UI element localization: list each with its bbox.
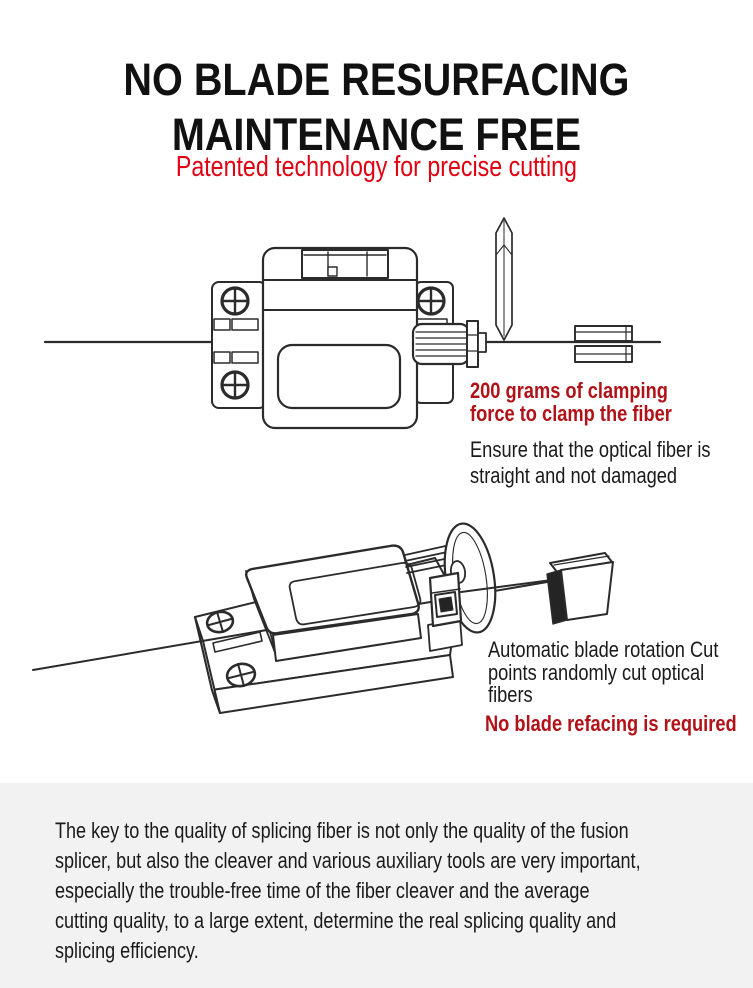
clamping-note-line1: Ensure that the optical fiber is [470,437,711,462]
fiber-holder [575,326,632,362]
blade-icon [496,218,512,340]
rotation-note-line2: points randomly cut optical [488,659,705,685]
screw-icon [222,288,248,314]
footer-paragraph-line2: splicer, but also the cleaver and various auxiliary tools are very important, [55,848,641,873]
clamping-note-line2: straight and not damaged [470,463,678,488]
page-title-line2: MAINTENANCE FREE [171,109,582,160]
rotation-note-text [488,639,718,707]
left-mount-plate [212,282,266,408]
fiber-holder [547,553,613,624]
screw-icon [222,372,248,398]
rotation-note-line3: fibers [488,682,533,707]
footer-paragraph [55,816,641,966]
clamping-note-text [470,437,711,489]
footer-paragraph-line4: cutting quality, to a large extent, determine the real splicing quality and [55,908,617,933]
footer-paragraph-line3: especially the trouble-free time of the fiber cleaver and the average [55,878,590,903]
footer-paragraph-line1: The key to the quality of splicing fiber is not only the quality of the fusion [55,818,629,843]
page-title [45,52,708,162]
clamping-highlight-text [470,379,672,425]
page-title-line1: NO BLADE RESURFACING [123,54,630,105]
footer-paragraph-line5: splicing efficiency. [55,938,199,963]
clamping-highlight-line2: force to clamp the fiber [470,401,672,426]
clamping-highlight-line1: 200 grams of clamping [470,378,668,403]
cleaver-body [263,248,417,428]
clamp-block [430,573,461,626]
rotation-highlight-text: No blade refacing is required [485,711,737,736]
clamp-arm [413,321,486,367]
screw-icon [418,288,444,314]
page-subtitle: Patented technology for precise cutting [175,151,577,183]
rotation-note-line1: Automatic blade rotation Cut [488,637,719,662]
